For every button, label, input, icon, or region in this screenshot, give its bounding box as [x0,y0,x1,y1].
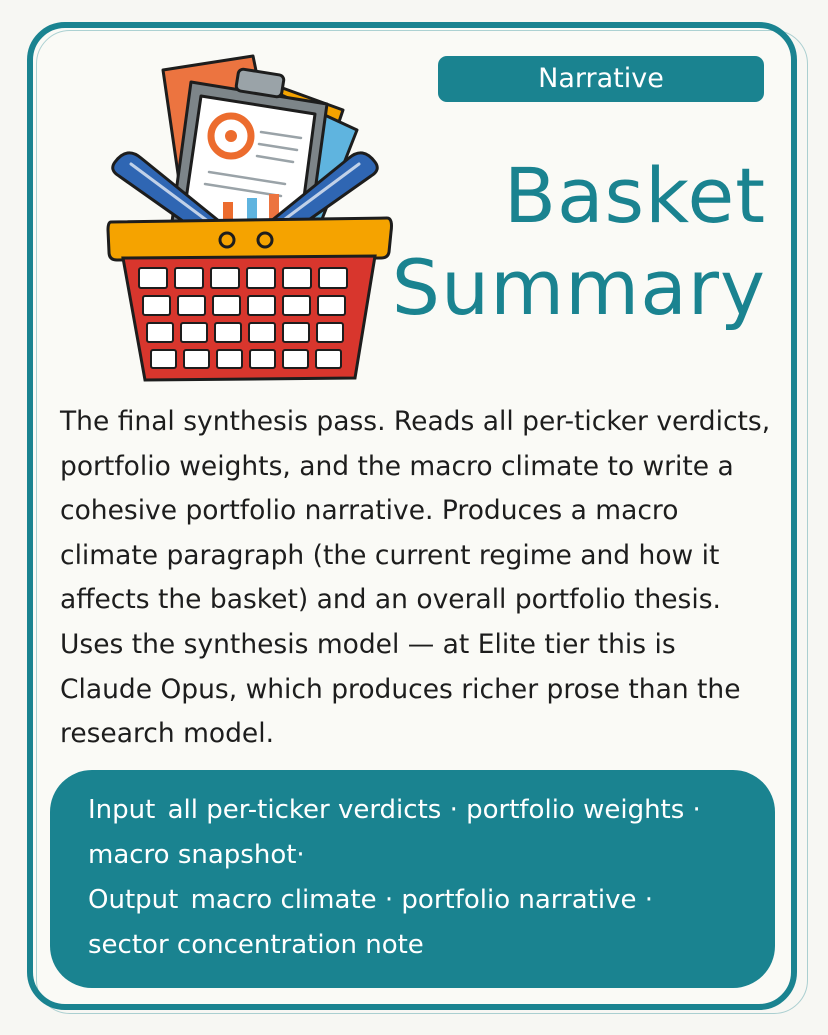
input-value: all per-ticker verdicts · portfolio weights · macro snapshot· [88,795,701,870]
category-badge: Narrative [438,56,764,102]
output-row [88,878,739,968]
output-label: Output [88,885,179,915]
title-line-2: Summary [391,243,766,332]
io-summary-box [50,770,775,988]
input-label: Input [88,795,156,825]
input-row [88,788,739,878]
page-title [336,150,766,334]
output-value: macro climate · portfolio narrative · sector concentration note [88,885,653,960]
description-text: The final synthesis pass. Reads all per-ticker verdicts, portfolio weights, and the macro climate to write a cohesive portfolio narrative. Produces a macro climate paragraph (the current regime and how it affects the basket) and an overall portfolio thesis. Uses the synthesis model — at Elite tier this is Claude Opus, which produces richer prose than the research model. [60,406,771,750]
shopping-basket-with-report-icon [105,52,395,387]
title-line-1: Basket [503,151,766,240]
